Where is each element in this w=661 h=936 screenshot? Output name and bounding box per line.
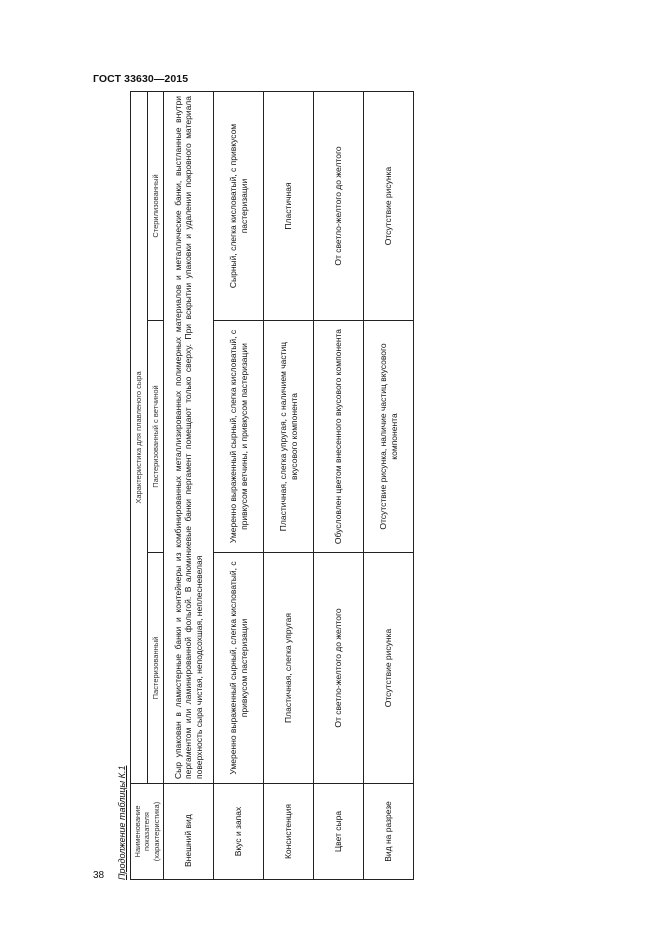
row-label-consistency: Консистенция xyxy=(264,784,314,880)
table-cell: Умеренно выраженный сырный, слегка кисловатый, с привкусом пастеризации xyxy=(214,553,264,784)
row-label-color: Цвет сыра xyxy=(314,784,364,880)
rotated-table-block xyxy=(115,92,413,880)
table-cell: Пластичная xyxy=(264,92,314,321)
characteristics-table xyxy=(130,91,414,880)
table-row xyxy=(214,92,264,880)
table-cell: Пластичная, слегка упругая, с наличием частиц вкусового компонента xyxy=(264,321,314,553)
header-row-2 xyxy=(147,92,164,880)
table-cell: Отсутствие рисунка xyxy=(364,553,414,784)
table-cell: Сырный, слегка кисловатый, с привкусом пастеризации xyxy=(214,92,264,321)
appearance-merged-cell: Сыр упакован в ламистерные банки и контейнеры из комбинированных металлизированных полимерных материалов и металлические банки, выстланные внутри пергаментом или ламинированной фольгой. В алюминиевые банки пергамент помещают только сверху. При вскрытии упаковки и удалении покровного материала поверхность сыра чистая, неподсохшая, неплесневелая xyxy=(164,92,214,784)
row-label-cut-view: Вид на разрезе xyxy=(364,784,414,880)
table-cell: От светло-желтого до желтого xyxy=(314,553,364,784)
table-caption: Продолжение таблицы К.1 xyxy=(117,765,127,880)
header-col-pasteurized: Пастеризованный xyxy=(147,553,164,784)
table-row xyxy=(364,92,414,880)
header-characteristic-group: Характеристика для плавленого сыра xyxy=(131,92,148,784)
header-col-sterilized: Стерилизованный xyxy=(147,92,164,321)
table-cell: Умеренно выраженный сырный, слегка кисловатый, с привкусом ветчины, и привкусом пастеризации xyxy=(214,321,264,553)
header-indicator-name: Наименование показателя (характеристика) xyxy=(131,784,164,880)
table-row xyxy=(264,92,314,880)
row-label-taste-smell: Вкус и запах xyxy=(214,784,264,880)
header-row-1 xyxy=(131,92,148,880)
table-row xyxy=(164,92,214,880)
table-row xyxy=(314,92,364,880)
table-cell: Отсутствие рисунка, наличие частиц вкусового компонента xyxy=(364,321,414,553)
table-cell: От светло-желтого до желтого xyxy=(314,92,364,321)
page-number: 38 xyxy=(93,870,105,881)
header-col-pasteurized-ham: Пастеризованный с ветчиной xyxy=(147,321,164,553)
table-cell: Пластичная, слегка упругая xyxy=(264,553,314,784)
table-cell: Отсутствие рисунка xyxy=(364,92,414,321)
row-label-appearance: Внешний вид xyxy=(164,784,214,880)
table-cell: Обусловлен цветом внесенного вкусового компонента xyxy=(314,321,364,553)
document-header: ГОСТ 33630—2015 xyxy=(93,73,189,85)
